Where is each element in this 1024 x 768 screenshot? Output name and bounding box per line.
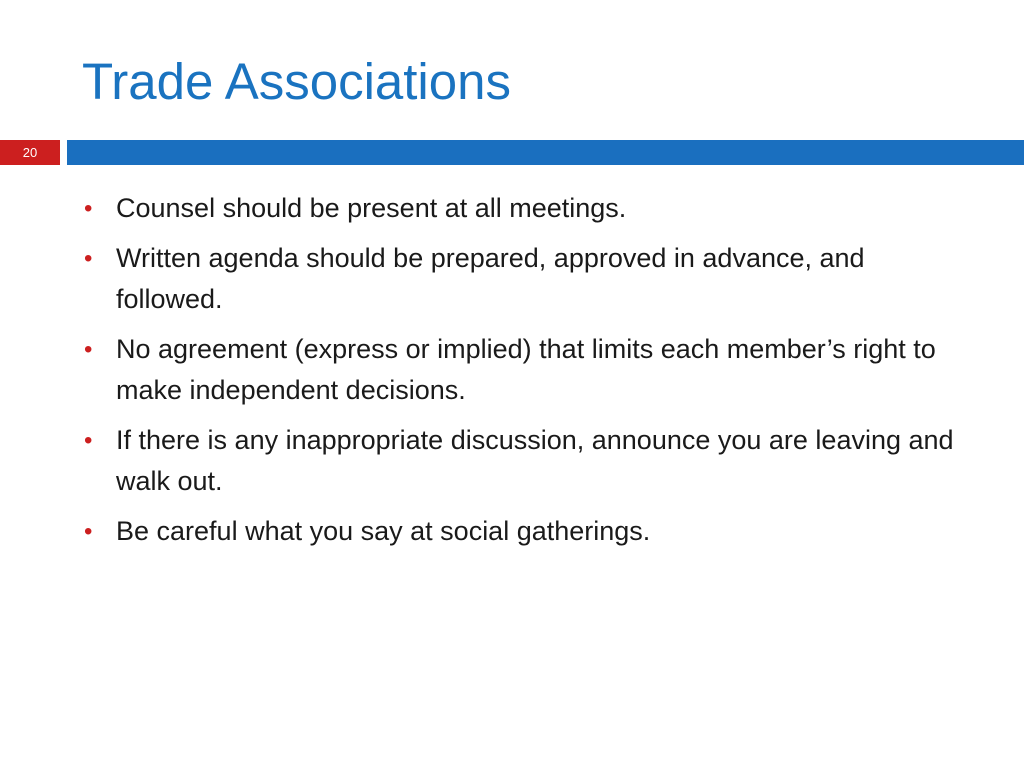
bullet-dot-icon: • — [84, 245, 93, 272]
bullet-dot-icon: • — [84, 518, 93, 545]
bullet-text: Written agenda should be prepared, approved in advance, and followed. — [116, 243, 865, 314]
bullet-text: If there is any inappropriate discussion, announce you are leaving and walk out. — [116, 425, 954, 496]
title-divider-bar — [67, 140, 1024, 165]
bullet-text: No agreement (express or implied) that limits each member’s right to make independent decisions. — [116, 334, 936, 405]
bullet-item — [84, 420, 956, 502]
bullet-item — [84, 188, 956, 229]
bullet-text: Be careful what you say at social gatherings. — [116, 516, 651, 546]
slide-title: Trade Associations — [82, 53, 511, 110]
bullet-dot-icon: • — [84, 427, 93, 454]
bullet-list — [84, 188, 956, 561]
bullet-dot-icon: • — [84, 336, 93, 363]
slide-number: 20 — [0, 140, 60, 165]
bullet-item — [84, 329, 956, 411]
bullet-item — [84, 511, 956, 552]
bullet-text: Counsel should be present at all meetings. — [116, 193, 627, 223]
bullet-dot-icon: • — [84, 195, 93, 222]
bullet-item — [84, 238, 956, 320]
